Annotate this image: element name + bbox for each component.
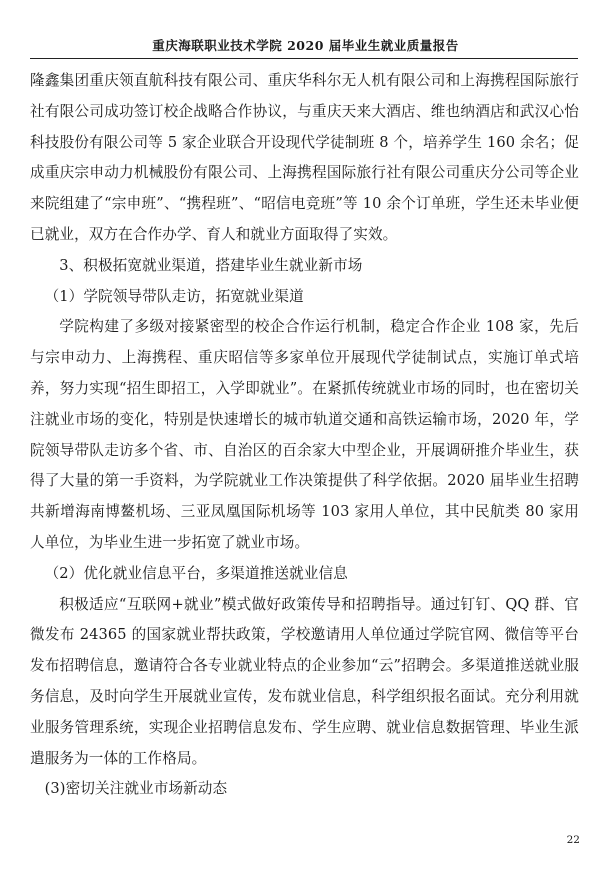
- paragraph-channels: 学院构建了多级对接紧密型的校企合作运行机制，稳定合作企业 108 家，先后与宗申动力、上海携程、重庆昭信等多家单位开展现代学徒制试点，实施订单式培养，努力实现“招生即招工，入学即就业”。在紧抓传统就业市场的同时，也在密切关注就业市场的变化，特别是快速增长的城市轨道交通和高铁运输市场，2020 年，学院领导带队走访多个省、市、自治区的百余家大中型企业，开展调研推介毕业生，获得了大量的第一手资料，为学院就业工作决策提供了科学依据。2020 届毕业生招聘共新增海南博鳌机场、三亚凤凰国际机场等 103 家用人单位，其中民航类 80 家用人单位，为毕业生进一步拓宽了就业市场。: [30, 318, 579, 551]
- subsection-heading-2: （2）优化就业信息平台，多渠道推送就业信息: [44, 564, 348, 582]
- subsection-heading-3: (3)密切关注就业市场新动态: [44, 780, 228, 798]
- page-number: 22: [566, 834, 580, 846]
- subsection-heading-1: （1）学院领导带队走访，拓宽就业渠道: [44, 287, 304, 305]
- paragraph-info-platform: 积极适应“互联网+就业”模式做好政策传导和招聘指导。通过钉钉、QQ 群、官微发布 24365 的国家就业帮扶政策，学校邀请用人单位通过学院官网、微信等平台发布招聘信息，邀请符合各专业就业特点的企业参加“云”招聘会。多渠道推送就业服务信息，及时向学生开展就业宣传，发布就业信息，科学组织报名面试。充分利用就业服务管理系统，实现企业招聘信息发布、学生应聘、就业信息数据管理、毕业生派遣服务为一体的工作格局。: [30, 595, 579, 767]
- paragraph-partnerships: 隆鑫集团重庆领直航科技有限公司、重庆华科尔无人机有限公司和上海携程国际旅行社有限公司成功签订校企战略合作协议，与重庆天来大酒店、维也纳酒店和武汉心怡科技股份有限公司等 5 家企业联合开设现代学徒制班 8 个，培养学生 160 余名；促成重庆宗申动力机械股份有限公司、上海携程国际旅行社有限公司重庆分公司等企业来院组建了“宗申班”、“携程班”、“昭信电竞班”等 10 余个订单班，学生还未毕业便已就业，双方在合作办学、育人和就业方面取得了实效。: [30, 72, 579, 243]
- header-rule: [30, 58, 578, 59]
- page-header: 重庆海联职业技术学院 2020 届毕业生就业质量报告: [152, 38, 459, 53]
- section-heading-3: 3、积极拓宽就业渠道，搭建毕业生就业新市场: [59, 256, 363, 274]
- document-body: [30, 66, 579, 805]
